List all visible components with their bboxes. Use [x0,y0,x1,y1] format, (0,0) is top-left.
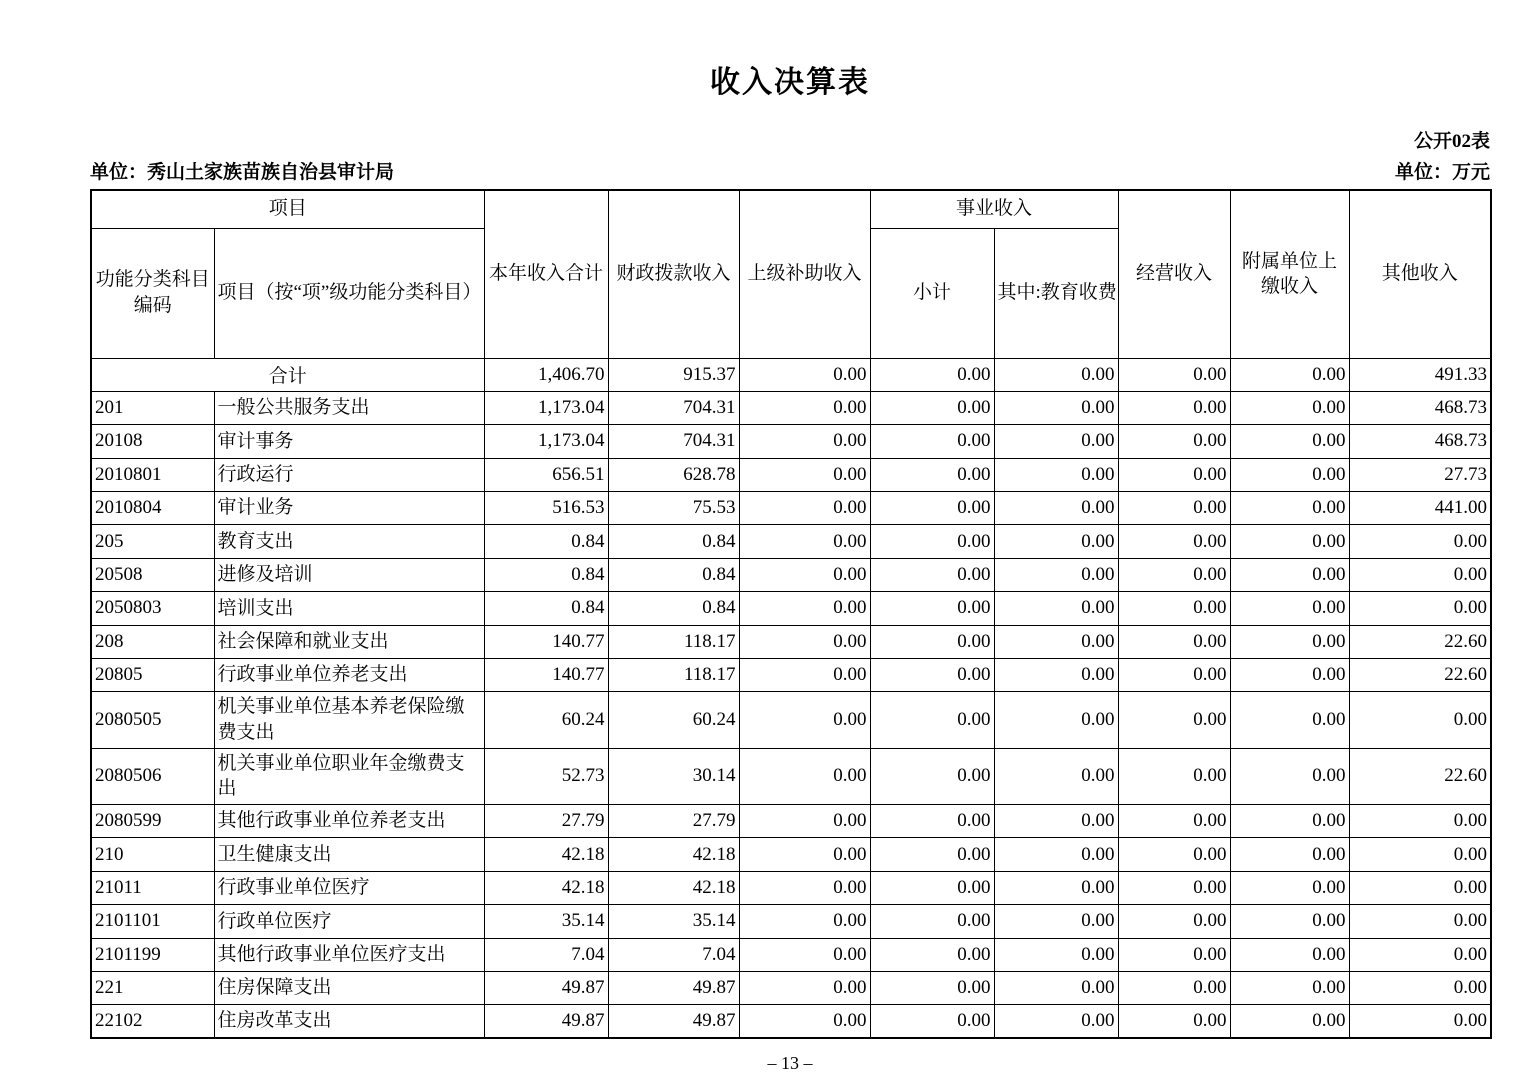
cell-name: 住房改革支出 [214,1005,484,1038]
cell-code: 2080505 [91,692,214,748]
cell-name: 卫生健康支出 [214,838,484,871]
cell-value: 0.00 [1118,838,1230,871]
currency-unit-label: 单位：万元 [1394,162,1490,183]
table-row [91,425,1491,458]
cell-value: 0.00 [870,659,994,692]
cell-value: 0.00 [870,905,994,938]
cell-value: 0.00 [739,692,870,748]
table-row [91,391,1491,424]
cell-value: 118.17 [608,659,739,692]
cell-value: 0.00 [739,938,870,971]
cell-value: 0.00 [870,425,994,458]
cell-value: 0.00 [1230,358,1349,391]
cell-value: 0.00 [739,748,870,804]
cell-value: 0.00 [1230,804,1349,837]
cell-value: 0.00 [994,558,1118,591]
table-row [91,525,1491,558]
cell-value: 0.00 [1230,871,1349,904]
table-row [91,458,1491,491]
cell-value: 0.00 [1230,425,1349,458]
cell-value: 0.00 [739,804,870,837]
cell-value: 0.00 [1118,905,1230,938]
cell-value: 0.00 [870,458,994,491]
cell-value: 49.87 [484,971,608,1004]
cell-value: 0.00 [870,692,994,748]
cell-value: 0.00 [994,492,1118,525]
header-other-income: 其他收入 [1349,190,1491,358]
cell-value: 704.31 [608,391,739,424]
header-row-1 [91,190,1491,228]
cell-value: 0.00 [1230,692,1349,748]
cell-value: 0.00 [1118,938,1230,971]
table-row [91,838,1491,871]
cell-value: 0.00 [994,748,1118,804]
cell-value: 656.51 [484,458,608,491]
cell-value: 0.00 [994,592,1118,625]
header-business-income-group: 事业收入 [870,190,1118,228]
cell-code: 20108 [91,425,214,458]
cell-value: 7.04 [484,938,608,971]
cell-value: 491.33 [1349,358,1491,391]
cell-value: 0.00 [994,804,1118,837]
cell-value: 516.53 [484,492,608,525]
cell-value: 0.00 [1230,971,1349,1004]
cell-value: 0.00 [1118,748,1230,804]
cell-value: 0.00 [1230,525,1349,558]
cell-value: 628.78 [608,458,739,491]
cell-value: 52.73 [484,748,608,804]
cell-value: 0.00 [1118,492,1230,525]
cell-code: 2080506 [91,748,214,804]
table-row [91,804,1491,837]
cell-value: 1,173.04 [484,425,608,458]
table-row [91,971,1491,1004]
table-row [91,558,1491,591]
cell-value: 0.00 [870,971,994,1004]
cell-value: 42.18 [608,838,739,871]
cell-value: 140.77 [484,659,608,692]
cell-code: 2101101 [91,905,214,938]
cell-code: 208 [91,625,214,658]
cell-value: 0.00 [994,1005,1118,1038]
cell-value: 0.00 [1349,838,1491,871]
cell-code: 2010801 [91,458,214,491]
cell-value: 0.00 [1349,592,1491,625]
page-title: 收入决算表 [710,66,870,99]
cell-value: 30.14 [608,748,739,804]
cell-name: 机关事业单位职业年金缴费支出 [214,748,484,804]
cell-value: 0.00 [1118,525,1230,558]
cell-name: 审计业务 [214,492,484,525]
cell-value: 0.00 [1118,458,1230,491]
cell-value: 0.00 [739,425,870,458]
header-superior-subsidy: 上级补助收入 [739,190,870,358]
cell-value: 915.37 [608,358,739,391]
cell-value: 49.87 [608,971,739,1004]
cell-value: 0.00 [739,358,870,391]
cell-value: 0.00 [870,358,994,391]
cell-value: 0.00 [1230,1005,1349,1038]
cell-value: 0.84 [484,525,608,558]
cell-value: 0.00 [739,905,870,938]
cell-name: 一般公共服务支出 [214,391,484,424]
cell-value: 0.00 [994,358,1118,391]
table-row [91,625,1491,658]
cell-value: 0.00 [870,871,994,904]
cell-value: 0.84 [608,525,739,558]
cell-value: 27.73 [1349,458,1491,491]
table-number: 公开02表 [1413,131,1490,152]
cell-value: 0.00 [739,592,870,625]
cell-code: 2101199 [91,938,214,971]
cell-code: 2050803 [91,592,214,625]
cell-value: 0.00 [870,592,994,625]
cell-name: 教育支出 [214,525,484,558]
org-unit-label: 单位：秀山土家族苗族自治县审计局 [90,162,395,183]
cell-code: 20508 [91,558,214,591]
cell-value: 0.00 [1230,838,1349,871]
cell-value: 49.87 [608,1005,739,1038]
header-affiliated-unit-income: 附属单位上缴收入 [1230,190,1349,358]
cell-code: 21011 [91,871,214,904]
cell-value: 0.00 [1230,558,1349,591]
cell-value: 468.73 [1349,391,1491,424]
cell-code: 2080599 [91,804,214,837]
cell-value: 0.00 [739,659,870,692]
cell-value: 0.00 [1230,592,1349,625]
cell-value: 0.00 [870,625,994,658]
cell-value: 42.18 [608,871,739,904]
meta-row [90,157,1490,184]
cell-value: 0.00 [994,625,1118,658]
cell-value: 0.00 [739,525,870,558]
cell-value: 27.79 [608,804,739,837]
header-operating-income: 经营收入 [1118,190,1230,358]
cell-value: 0.00 [1118,358,1230,391]
cell-value: 22.60 [1349,625,1491,658]
cell-total-label: 合计 [91,358,484,391]
cell-value: 0.00 [1118,592,1230,625]
cell-value: 0.00 [870,938,994,971]
cell-value: 0.00 [1349,871,1491,904]
header-education-fees: 其中:教育收费 [994,228,1118,358]
cell-value: 441.00 [1349,492,1491,525]
cell-value: 1,406.70 [484,358,608,391]
cell-value: 0.84 [484,592,608,625]
cell-value: 49.87 [484,1005,608,1038]
cell-value: 0.00 [1349,971,1491,1004]
cell-value: 35.14 [608,905,739,938]
cell-value: 0.84 [608,558,739,591]
cell-value: 0.00 [1118,871,1230,904]
cell-value: 0.00 [1118,391,1230,424]
cell-value: 0.00 [739,458,870,491]
cell-value: 0.00 [1230,748,1349,804]
cell-value: 0.00 [739,871,870,904]
cell-code: 2010804 [91,492,214,525]
revenue-table [90,189,1492,1039]
header-project-group: 项目 [91,190,484,228]
cell-value: 0.00 [1118,625,1230,658]
table-row [91,692,1491,748]
cell-value: 0.00 [1230,938,1349,971]
cell-name: 行政事业单位养老支出 [214,659,484,692]
cell-value: 468.73 [1349,425,1491,458]
cell-name: 进修及培训 [214,558,484,591]
cell-value: 704.31 [608,425,739,458]
cell-value: 0.00 [870,525,994,558]
cell-value: 0.00 [1230,458,1349,491]
cell-code: 221 [91,971,214,1004]
cell-value: 0.00 [994,391,1118,424]
cell-value: 0.00 [994,971,1118,1004]
cell-value: 0.00 [1349,804,1491,837]
cell-name: 住房保障支出 [214,971,484,1004]
cell-value: 0.00 [1230,492,1349,525]
cell-name: 行政运行 [214,458,484,491]
cell-value: 0.00 [739,625,870,658]
cell-value: 42.18 [484,838,608,871]
cell-value: 0.00 [870,558,994,591]
cell-code: 210 [91,838,214,871]
header-subtotal: 小计 [870,228,994,358]
cell-value: 0.00 [1118,425,1230,458]
cell-value: 0.00 [994,838,1118,871]
cell-value: 0.00 [1349,558,1491,591]
cell-value: 0.00 [994,905,1118,938]
cell-value: 0.00 [994,458,1118,491]
table-row [91,748,1491,804]
table-row [91,358,1491,391]
cell-value: 0.00 [870,804,994,837]
cell-code: 205 [91,525,214,558]
page-number: – 13 – [767,1053,813,1074]
header-total-income: 本年收入合计 [484,190,608,358]
table-row [91,492,1491,525]
cell-name: 其他行政事业单位养老支出 [214,804,484,837]
cell-value: 60.24 [484,692,608,748]
cell-value: 0.00 [1230,659,1349,692]
cell-value: 0.00 [739,1005,870,1038]
cell-value: 0.00 [739,391,870,424]
cell-name: 社会保障和就业支出 [214,625,484,658]
cell-value: 22.60 [1349,659,1491,692]
table-row [91,938,1491,971]
cell-value: 0.00 [994,425,1118,458]
cell-value: 27.79 [484,804,608,837]
cell-value: 35.14 [484,905,608,938]
cell-value: 0.00 [1349,692,1491,748]
cell-code: 201 [91,391,214,424]
table-row [91,1005,1491,1038]
cell-value: 0.00 [870,838,994,871]
cell-code: 20805 [91,659,214,692]
cell-value: 7.04 [608,938,739,971]
cell-value: 1,173.04 [484,391,608,424]
table-row [91,659,1491,692]
cell-value: 0.84 [484,558,608,591]
cell-value: 0.00 [739,492,870,525]
table-row [91,905,1491,938]
cell-value: 0.00 [1349,525,1491,558]
cell-value: 0.84 [608,592,739,625]
cell-value: 60.24 [608,692,739,748]
cell-value: 140.77 [484,625,608,658]
cell-value: 0.00 [1118,659,1230,692]
cell-name: 审计事务 [214,425,484,458]
cell-value: 0.00 [994,659,1118,692]
cell-value: 0.00 [994,938,1118,971]
header-code: 功能分类科目编码 [91,228,214,358]
cell-value: 0.00 [870,748,994,804]
table-body [91,358,1491,1038]
cell-name: 其他行政事业单位医疗支出 [214,938,484,971]
cell-value: 0.00 [1118,971,1230,1004]
header-project-item: 项目（按“项”级功能分类科目） [214,228,484,358]
header-fiscal-appropriation: 财政拨款收入 [608,190,739,358]
cell-name: 行政事业单位医疗 [214,871,484,904]
cell-value: 0.00 [1118,558,1230,591]
cell-value: 0.00 [994,871,1118,904]
table-row [91,871,1491,904]
cell-value: 0.00 [870,391,994,424]
table-row [91,592,1491,625]
cell-value: 0.00 [1118,1005,1230,1038]
cell-name: 机关事业单位基本养老保险缴费支出 [214,692,484,748]
cell-value: 0.00 [739,838,870,871]
cell-value: 0.00 [1230,905,1349,938]
cell-value: 0.00 [994,692,1118,748]
cell-value: 0.00 [1349,938,1491,971]
cell-value: 0.00 [1230,391,1349,424]
cell-value: 75.53 [608,492,739,525]
cell-value: 0.00 [1230,625,1349,658]
cell-value: 22.60 [1349,748,1491,804]
cell-value: 0.00 [870,492,994,525]
cell-value: 0.00 [739,558,870,591]
cell-value: 118.17 [608,625,739,658]
cell-value: 0.00 [1118,804,1230,837]
cell-name: 培训支出 [214,592,484,625]
cell-name: 行政单位医疗 [214,905,484,938]
cell-value: 0.00 [739,971,870,1004]
cell-value: 0.00 [870,1005,994,1038]
cell-value: 0.00 [1349,1005,1491,1038]
cell-value: 0.00 [994,525,1118,558]
cell-value: 42.18 [484,871,608,904]
cell-code: 22102 [91,1005,214,1038]
cell-value: 0.00 [1349,905,1491,938]
cell-value: 0.00 [1118,692,1230,748]
